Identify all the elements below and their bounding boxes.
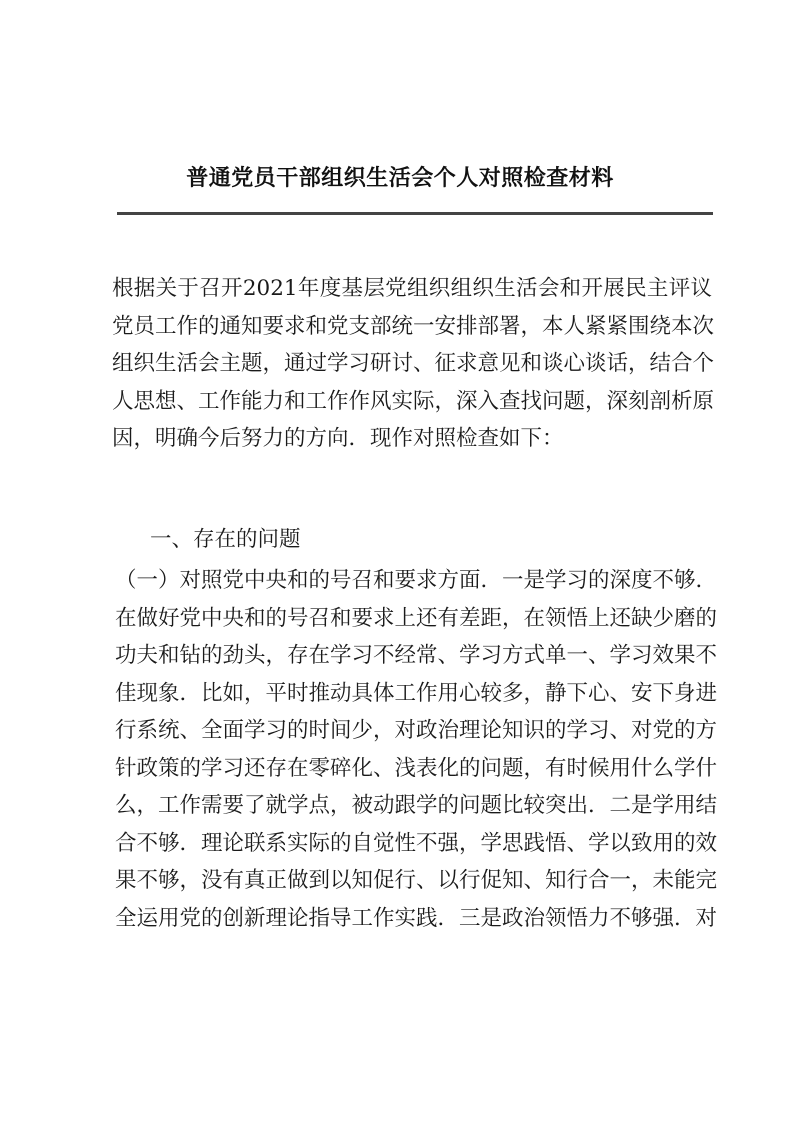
- body-line: 功夫和钻的劲头，存在学习不经常、学习方式单一、学习效果不: [115, 643, 718, 668]
- title-divider: [117, 212, 713, 215]
- intro-line: 根据关于召开2021年度基层党组织组织生活会和开展民主评议: [112, 276, 712, 301]
- section-heading: 一、存在的问题: [150, 527, 301, 552]
- body-line: 全运用党的创新理论指导工作实践．三是政治领悟力不够强．对: [115, 905, 718, 931]
- intro-line: 党员工作的通知要求和党支部统一安排部署，本人紧紧围绕本次: [112, 313, 715, 339]
- document-title: 普通党员干部组织生活会个人对照检查材料: [186, 165, 614, 191]
- body-line: 佳现象．比如，平时推动具体工作用心较多，静下心、安下身进: [115, 680, 718, 706]
- body-line: 合不够．理论联系实际的自觉性不强，学思践悟、学以致用的效: [115, 830, 718, 856]
- body-line: 果不够，没有真正做到以知促行、以行促知、知行合一，未能完: [115, 868, 718, 893]
- intro-paragraph: [112, 270, 715, 458]
- intro-line: 组织生活会主题，通过学习研讨、征求意见和谈心谈话，结合个: [112, 351, 715, 376]
- body-line: （一）对照党中央和的号召和要求方面．一是学习的深度不够．: [115, 568, 718, 593]
- body-line: 行系统、全面学习的时间少，对政治理论知识的学习、对党的方: [115, 718, 718, 743]
- body-line: 在做好党中央和的号召和要求上还有差距，在领悟上还缺少磨的: [115, 605, 718, 631]
- body-line: 针政策的学习还存在零碎化、浅表化的问题，有时候用什么学什: [115, 755, 718, 781]
- body-paragraph: [115, 562, 718, 937]
- intro-line: 人思想、工作能力和工作作风实际，深入查找问题，深刻剖析原: [112, 388, 715, 414]
- intro-line: 因，明确今后努力的方向．现作对照检查如下：: [112, 426, 564, 451]
- body-line: 么，工作需要了就学点，被动跟学的问题比较突出．二是学用结: [115, 793, 718, 818]
